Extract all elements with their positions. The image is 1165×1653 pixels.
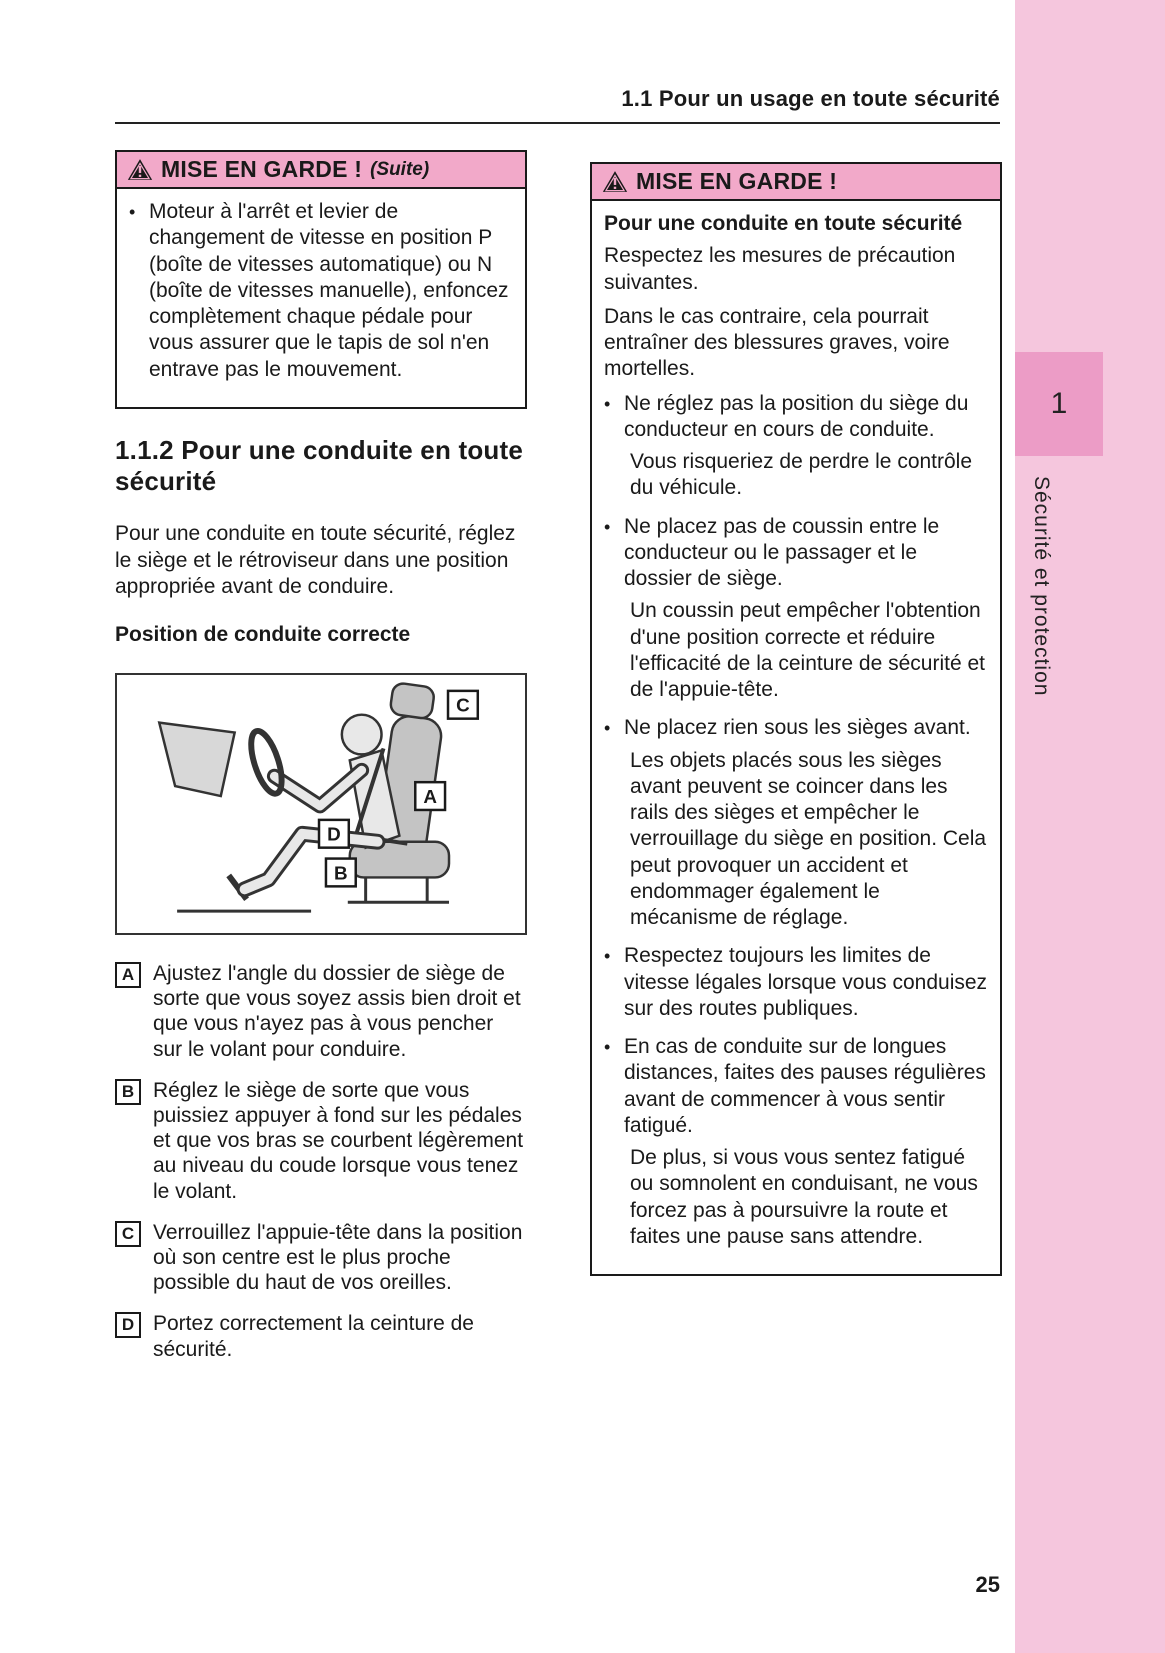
key-badge: B xyxy=(115,1079,141,1105)
section-subheading: Position de conduite correcte xyxy=(115,623,411,647)
warning-paragraph: Dans le cas contraire, cela pourrait entraîner des blessures graves, voire mortelles. xyxy=(604,304,950,381)
driver-head xyxy=(342,715,382,755)
warning-bullet-sub: Un coussin peut empêcher l'obtention d'une position correcte et réduire l'efficacité de la ceinture de sécurité et de l'appuie-tête. xyxy=(630,599,985,701)
bullet-dot: • xyxy=(604,1037,611,1057)
driving-position-figure xyxy=(115,673,527,935)
list-item xyxy=(604,391,988,508)
keyed-item-c xyxy=(115,1220,527,1296)
warning-paragraph: Respectez les mesures de précaution suivantes. xyxy=(604,244,956,294)
driving-position-illustration xyxy=(117,675,525,933)
keyed-item-a xyxy=(115,961,527,1062)
bullet-dot: • xyxy=(604,946,611,967)
figure-label-c xyxy=(448,691,478,719)
svg-text:D: D xyxy=(327,823,341,845)
warning-triangle-icon xyxy=(127,158,153,181)
warning-bullet-text: Ne placez pas de coussin entre le conducteur ou le passager et le dossier de siège. xyxy=(624,514,940,590)
bullet-dot: • xyxy=(604,393,611,414)
seat-base xyxy=(348,876,449,903)
keyed-item-text: Ajustez l'angle du dossier de siège de sorte que vous soyez assis bien droit et que vous n'ayez pas à vous pencher sur le volant pour conduire. xyxy=(153,962,521,1061)
figure-label-a xyxy=(415,782,445,810)
figure-label-b xyxy=(326,859,356,887)
bullet-dot: • xyxy=(604,516,611,537)
list-item xyxy=(604,715,988,937)
svg-text:B: B xyxy=(334,862,348,884)
chapter-number-tab xyxy=(1015,352,1103,456)
warning-bullet-text: Respectez toujours les limites de vitesse légales lorsque vous conduisez sur des routes publiques. xyxy=(624,944,988,1020)
chapter-number: 1 xyxy=(1050,387,1068,420)
keyed-item-text: Réglez le siège de sorte que vous puissiez appuyer à fond sur les pédales et que vos bras se courbent légèrement au niveau du coude lorsque vous tenez le volant. xyxy=(153,1078,524,1203)
bullet-dot: • xyxy=(129,202,136,222)
warning-suite-label: (Suite) xyxy=(370,158,430,180)
warning-box-continued xyxy=(115,150,527,409)
right-column xyxy=(590,162,1002,1276)
bullet-dot: • xyxy=(604,718,611,739)
chapter-title-vertical: Sécurité et protection xyxy=(1030,476,1053,697)
warning-bullet-text: Ne réglez pas la position du siège du conducteur en cours de conduite. xyxy=(624,391,969,441)
list-item xyxy=(604,943,988,1028)
figure-label-d xyxy=(319,820,349,848)
page-header: 1.1 Pour un usage en toute sécurité xyxy=(115,86,1000,124)
warning-box-main xyxy=(590,162,1002,1276)
warning-bullet-text: En cas de conduite sur de longues distances, faites des pauses régulières avant de commencer à vous sentir fatigué. xyxy=(624,1035,986,1137)
key-badge: D xyxy=(115,1312,141,1338)
warning-subtitle: Pour une conduite en toute sécurité xyxy=(604,212,963,235)
keyed-item-text: Verrouillez l'appuie-tête dans la position où son centre est le plus proche possible du haut de vos oreilles. xyxy=(153,1220,523,1295)
list-item xyxy=(604,514,988,710)
dashboard-shape xyxy=(159,723,234,796)
warning-title: MISE EN GARDE ! xyxy=(636,168,838,194)
headrest xyxy=(389,682,435,719)
svg-text:C: C xyxy=(456,694,470,716)
warning-bullet-sub: De plus, si vous vous sentez fatigué ou somnolent en conduisant, ne vous forcez pas à poursuivre la route et faites une pause sans attendre. xyxy=(630,1146,978,1248)
chapter-sidebar xyxy=(1015,0,1165,1653)
list-item xyxy=(604,1034,988,1256)
warning-bullet-sub: Vous risqueriez de perdre le contrôle du véhicule. xyxy=(630,450,973,500)
warning-triangle-icon xyxy=(602,170,628,193)
page-number: 25 xyxy=(975,1572,1000,1597)
left-column xyxy=(115,150,527,1378)
steering-wheel xyxy=(245,728,288,798)
key-badge: C xyxy=(115,1221,141,1247)
warning-header xyxy=(592,164,1000,201)
warning-body xyxy=(592,201,1000,1274)
section-heading: 1.1.2 Pour une conduite en toute sécurité xyxy=(115,434,524,496)
warning-bullet-text: Ne placez rien sous les sièges avant. xyxy=(624,716,971,740)
warning-bullet-sub: Les objets placés sous les sièges avant peuvent se coincer dans les rails des sièges et empêcher le verrouillage du siège en position. Cela peut provoquer un accident et endommager également le mécanisme de réglage. xyxy=(630,748,987,929)
keyed-item-d xyxy=(115,1311,527,1361)
key-badge: A xyxy=(115,962,141,988)
svg-text:A: A xyxy=(423,786,437,808)
keyed-item-b xyxy=(115,1078,527,1204)
keyed-item-text: Portez correctement la ceinture de sécurité. xyxy=(153,1312,474,1361)
warning-title: MISE EN GARDE ! xyxy=(161,156,363,182)
warning-header xyxy=(117,152,525,189)
list-item xyxy=(129,199,513,389)
warning-bullet-text: Moteur à l'arrêt et levier de changement de vitesse en position P (boîte de vitesses automatique) ou N (boîte de vitesses manuelle), enfoncez complètement chaque pédale pour vous assurer que le tapis de sol n'en entrave pas le mouvement. xyxy=(149,200,509,381)
warning-body xyxy=(117,189,525,407)
section-intro: Pour une conduite en toute sécurité, réglez le siège et le rétroviseur dans une position appropriée avant de conduire. xyxy=(115,522,516,599)
